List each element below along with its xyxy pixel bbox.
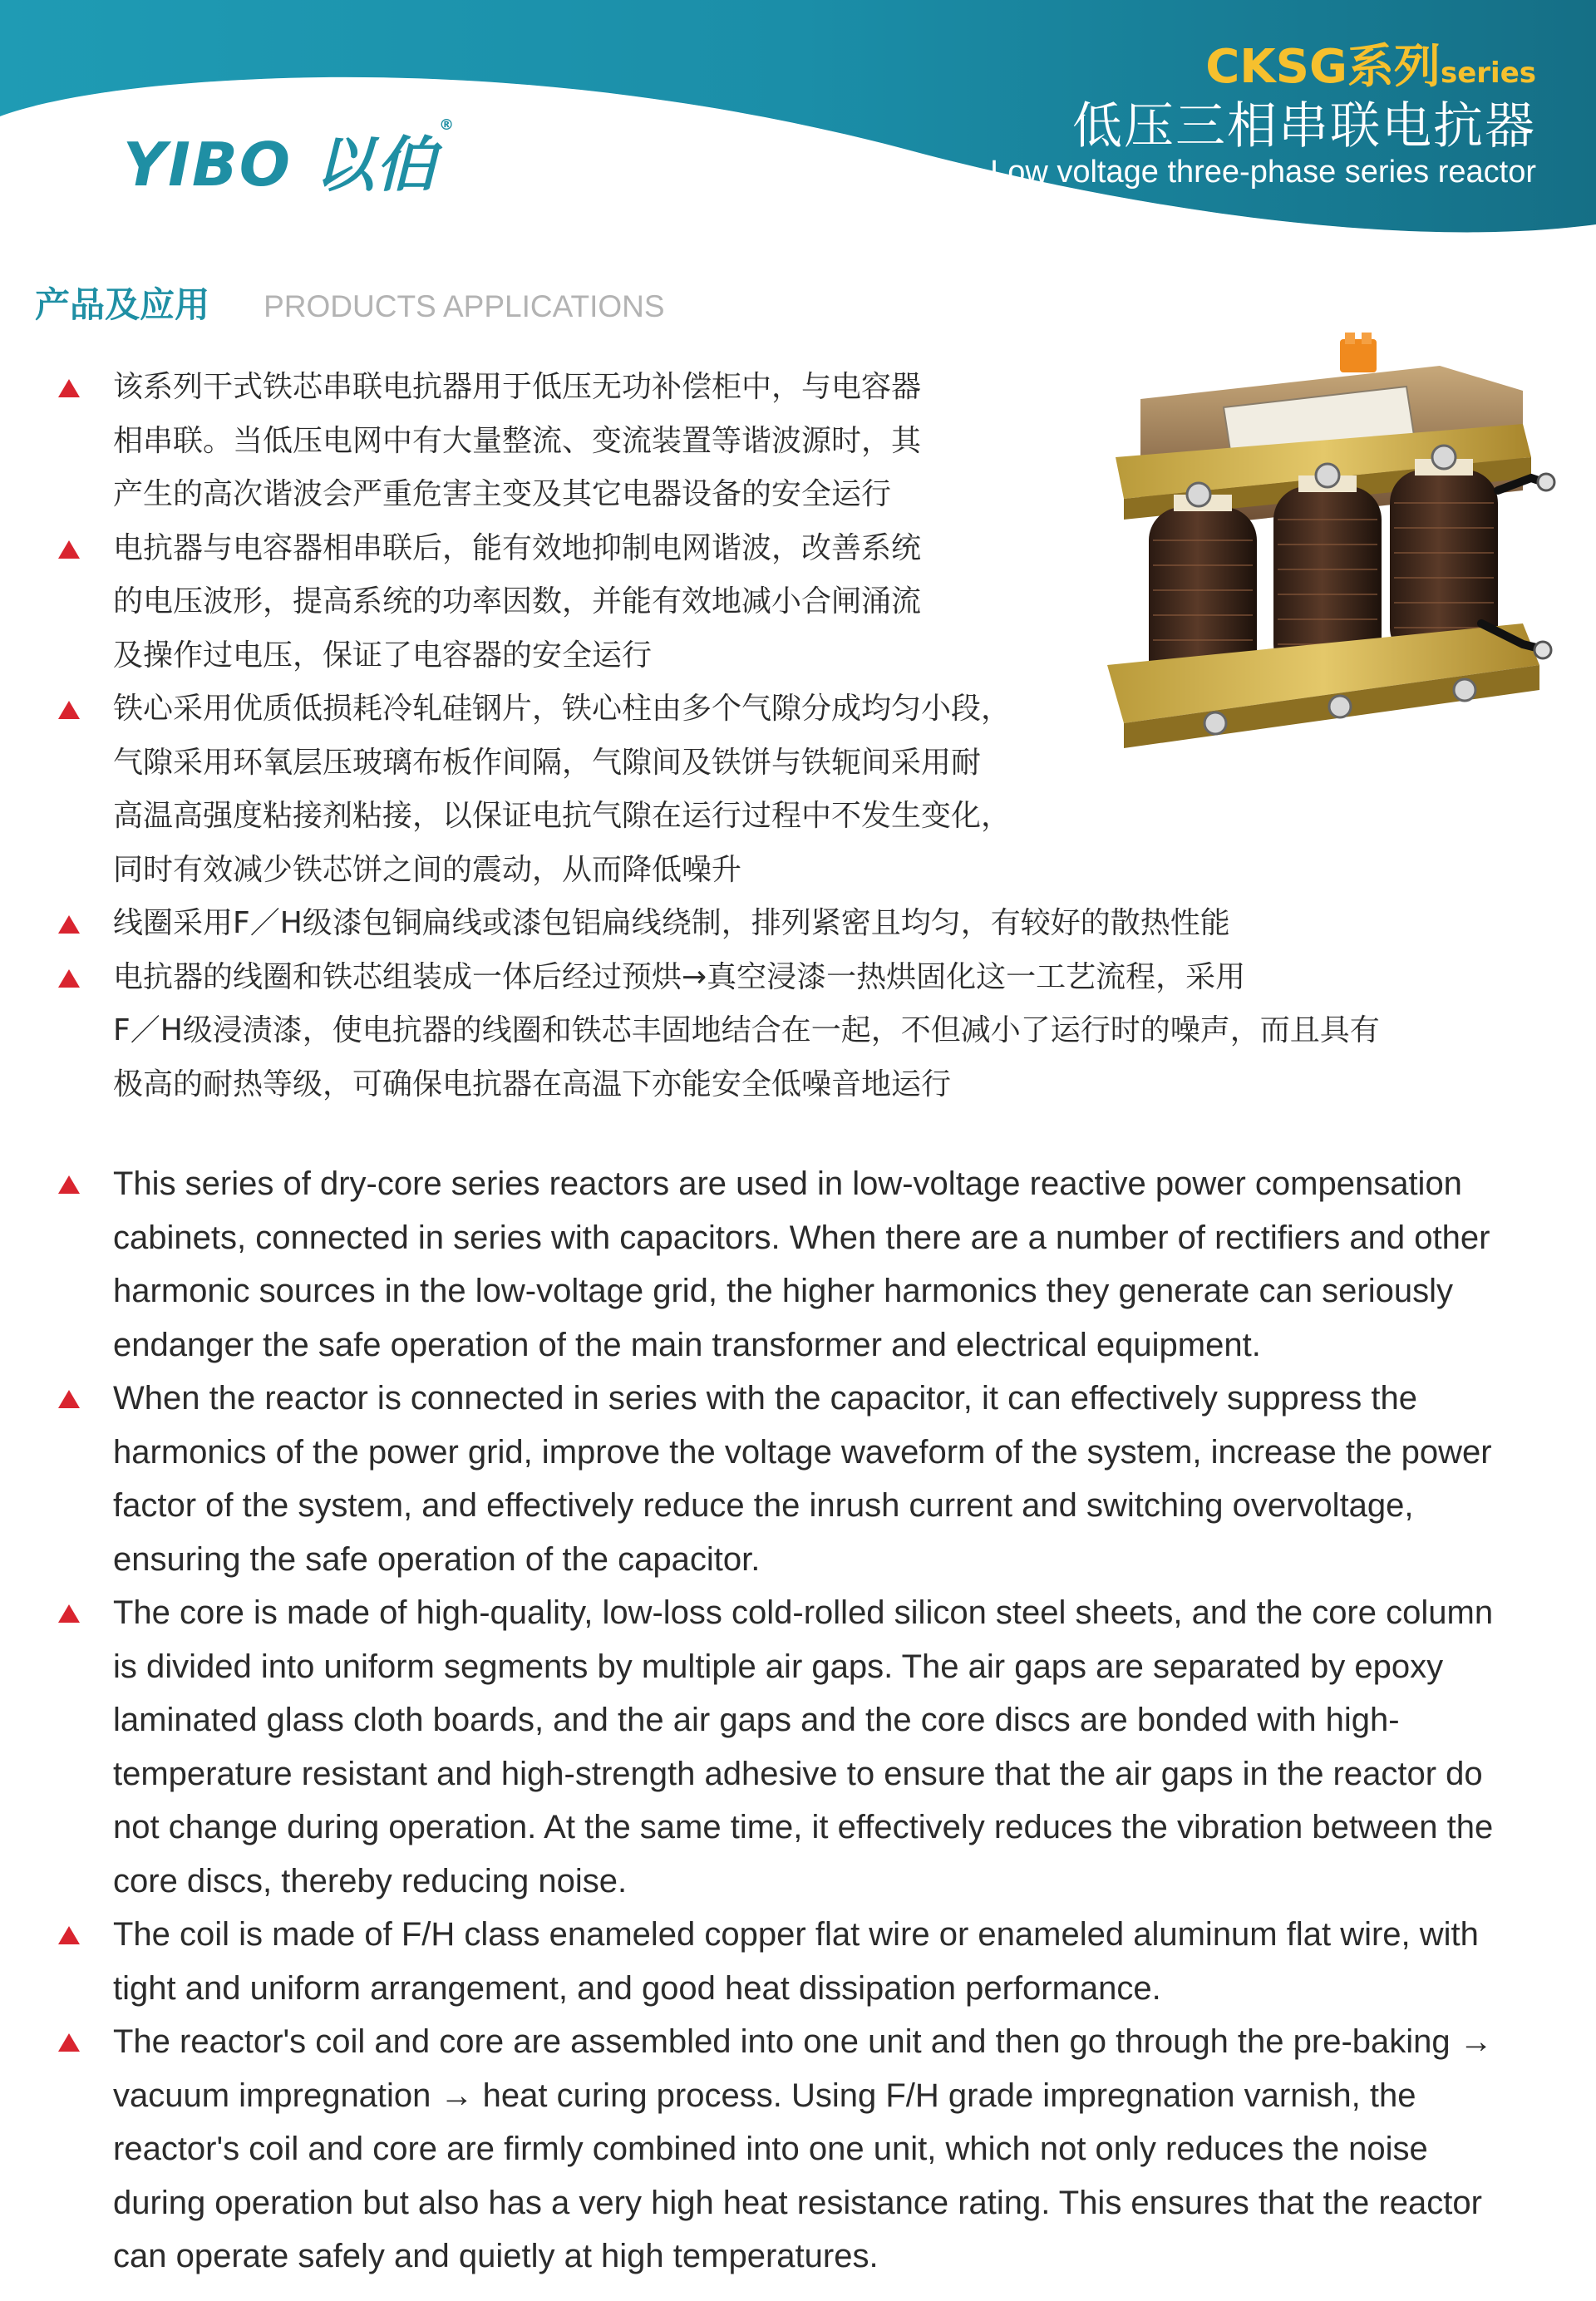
red-triangle-bullet-icon [58,915,80,934]
list-item-line: endanger the safe operation of the main transformer and electrical equipment. [113,1326,1261,1363]
brand-logo [123,116,456,203]
list-item-line: cabinets, connected in series with capacitors. When there are a number of rectifiers and other [113,1219,1490,1256]
red-triangle-bullet-icon [58,969,80,988]
list-item-line: can operate safely and quietly at high temperatures. [113,2238,879,2274]
series-main: CKSG系列 [1205,40,1441,94]
list-item-line: during operation but also has a very high heat resistance rating. This ensures that the reactor [113,2184,1482,2221]
header-banner [0,0,1596,274]
list-item-line: factor of the system, and effectively reduce the inrush current and switching overvoltage, [113,1487,1414,1524]
list-item-line: harmonics of the power grid, improve the voltage waveform of the system, increase the power [113,1433,1492,1471]
list-item-line: not change during operation. At the same time, it effectively reduces the vibration between the [113,1809,1494,1845]
brand-logo-text: YIBO 以伯 [123,130,438,200]
red-triangle-bullet-icon [58,1926,80,1944]
list-item [58,951,1505,1112]
red-triangle-bullet-icon [58,701,80,719]
list-item-line: harmonic sources in the low-voltage grid, the higher harmonics they generate can seriously [113,1273,1453,1309]
section-heading [35,278,665,328]
list-item-line: F／H级浸渍漆，使电抗器的线圈和铁芯丰固地结合在一起，不但减小了运行时的噪声，而且具有 [113,1013,1380,1047]
list-item-line: When the reactor is connected in series with the capacitor, it can effectively suppress the [113,1380,1417,1417]
list-item-line: ensuring the safe operation of the capacitor. [113,1540,761,1578]
red-triangle-bullet-icon [58,379,80,397]
series-suffix: series [1440,57,1536,90]
list-item-line: 极高的耐热等级，可确保电抗器在高温下亦能安全低噪音地运行 [113,1067,952,1101]
list-item-line: The coil is made of F/H class enameled copper flat wire or enameled aluminum flat wire, with [113,1916,1479,1953]
red-triangle-bullet-icon [58,1604,80,1623]
list-item-line: reactor's coil and core are firmly combined into one unit, which not only reduces the noise [113,2131,1428,2167]
list-item-line: 及操作过电压，保证了电容器的安全运行 [113,638,653,673]
list-item-line: laminated glass cloth boards, and the air gaps and the core discs are bonded with high- [113,1702,1400,1738]
list-item-line: 线圈采用F／H级漆包铜扁线或漆包铝扁线绕制，排列紧密且均匀，有较好的散热性能 [113,906,1230,940]
list-item-line: 的电压波形，提高系统的功率因数，并能有效地减小合闸涌流 [113,584,922,618]
list-item [58,1372,1563,1586]
list-item-line: is divided into uniform segments by multiple air gaps. The air gaps are separated by epoxy [113,1648,1444,1685]
list-item [58,897,1505,951]
red-triangle-bullet-icon [58,1175,80,1194]
list-item-line: vacuum impregnation → heat curing process. Using F/H grade impregnation varnish, the [113,2077,1416,2114]
list-item-line: 电抗器的线圈和铁芯组装成一体后经过预烘→真空浸漆一热烘固化这一工艺流程，采用 [113,959,1246,994]
list-item-line: 该系列干式铁芯串联电抗器用于低压无功补偿柜中，与电容器 [113,370,922,404]
list-item-line: 产生的高次谐波会严重危害主变及其它电器设备的安全运行 [113,477,892,511]
registered-mark: ® [439,116,456,134]
list-item-line: 高温高强度粘接剂粘接，以保证电抗气隙在运行过程中不发生变化， [113,799,1012,833]
list-item-line: 铁心采用优质低损耗冷轧硅钢片，铁心柱由多个气隙分成均匀小段， [113,692,1012,726]
list-item-line: 相串联。当低压电网中有大量整流、变流装置等谐波源时，其 [113,423,922,458]
list-item [58,1157,1563,1372]
red-triangle-bullet-icon [58,540,80,559]
chinese-feature-list [58,361,1505,1111]
list-item-line: The reactor's coil and core are assembled into one unit and then go through the pre-baking → [113,2023,1493,2060]
list-item-line: core discs, thereby reducing noise. [113,1862,628,1899]
list-item-line: 气隙采用环氧层压玻璃布板作间隔，气隙间及铁饼与铁轭间采用耐 [113,745,982,780]
section-title-en: PRODUCTS APPLICATIONS [264,289,665,323]
red-triangle-bullet-icon [58,1390,80,1408]
product-title-cn: 低压三相串联电抗器 [1072,97,1536,155]
list-item [58,2015,1563,2284]
list-item [58,682,1505,897]
red-triangle-bullet-icon [58,2033,80,2052]
list-item [58,361,1505,522]
list-item-line: 同时有效减少铁芯饼之间的震动，从而降低噪升 [113,852,742,887]
list-item-line: temperature resistant and high-strength adhesive to ensure that the air gaps in the reactor do [113,1755,1483,1792]
list-item [58,522,1505,683]
list-item-line: The core is made of high-quality, low-loss cold-rolled silicon steel sheets, and the core column [113,1594,1494,1631]
section-title-cn: 产品及应用 [35,284,210,325]
list-item-line: tight and uniform arrangement, and good heat dissipation performance. [113,1969,1161,2007]
english-feature-list [58,1157,1563,2284]
list-item-line: 电抗器与电容器相串联后，能有效地抑制电网谐波，改善系统 [113,530,922,565]
list-item [58,1586,1563,1908]
list-item [58,1908,1563,2015]
product-title-en: Low voltage three-phase series reactor [990,155,1536,190]
list-item-line: This series of dry-core series reactors are used in low-voltage reactive power compensation [113,1165,1462,1202]
